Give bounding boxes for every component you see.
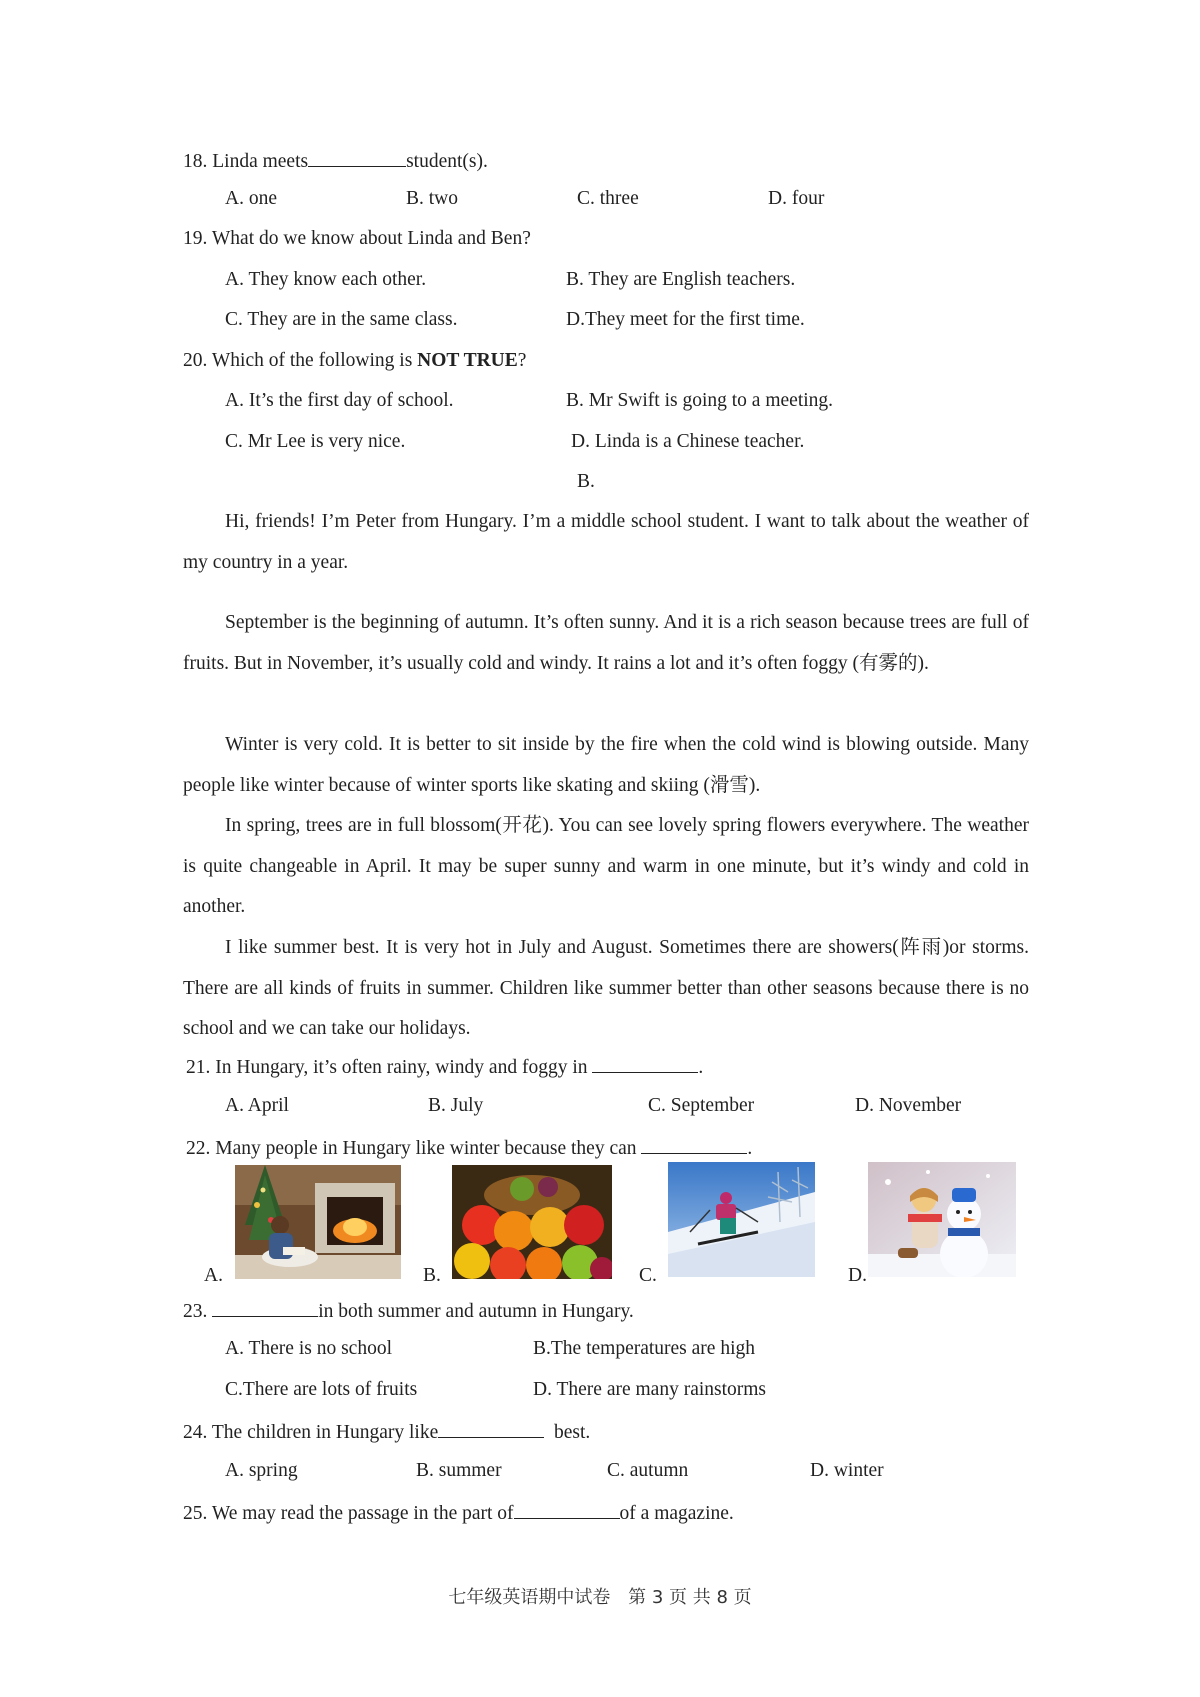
option-24-b: B. summer <box>416 1460 502 1481</box>
option-23-c: C.There are lots of fruits <box>225 1379 418 1400</box>
fruit-basket-image <box>452 1165 612 1279</box>
fireplace-reading-image <box>235 1165 401 1279</box>
option-23-a: A. There is no school <box>225 1338 392 1359</box>
option-21-c: C. September <box>648 1095 755 1116</box>
question-20 <box>183 348 526 374</box>
question-19: 19. What do we know about Linda and Ben? <box>183 228 531 249</box>
question-25-text-end: of a magazine. <box>619 1503 734 1524</box>
section-b-heading: B. <box>577 471 595 492</box>
option-22-d-label: D. <box>848 1265 867 1286</box>
question-18-text: 18. Linda meets <box>183 151 309 172</box>
option-21-d: D. November <box>855 1095 962 1116</box>
option-24-d: D. winter <box>810 1460 884 1481</box>
page-footer <box>0 1583 1200 1609</box>
option-20-c: C. Mr Lee is very nice. <box>225 431 406 452</box>
option-22-b-label: B. <box>423 1265 441 1286</box>
skiing-image <box>668 1162 815 1277</box>
question-24 <box>183 1417 590 1446</box>
question-22 <box>186 1133 752 1162</box>
passage-paragraph-3: Winter is very cold. It is better to sit inside by the fire when the cold wind is blowing outside. Many people like winter because of winter sports like skating and skiing (滑雪). <box>183 734 1029 796</box>
option-18-c: C. three <box>577 188 639 209</box>
passage-paragraph-2: September is the beginning of autumn. It’s often sunny. And it is a rich season because trees are full of fruits. But in November, it’s usually cold and windy. It rains a lot and it’s often foggy (有雾的). <box>183 612 1029 674</box>
option-19-b: B. They are English teachers. <box>566 269 796 290</box>
question-25 <box>183 1498 734 1527</box>
option-19-d: D.They meet for the first time. <box>566 309 805 330</box>
option-24-c: C. autumn <box>607 1460 689 1481</box>
option-18-a: A. one <box>225 188 277 209</box>
option-23-b: B.The temperatures are high <box>533 1338 755 1359</box>
option-22-c-label: C. <box>639 1265 657 1286</box>
question-23 <box>183 1296 634 1325</box>
snowman-image <box>868 1162 1016 1277</box>
option-20-a: A. It’s the first day of school. <box>225 390 454 411</box>
option-22-a-label: A. <box>204 1265 223 1286</box>
footer-page-number: 第 3 页 共 8 页 <box>628 1587 752 1608</box>
passage-paragraph-5: I like summer best. It is very hot in July and August. Sometimes there are showers(阵雨)or storms. There are all kinds of fruits in summer. Children like summer better than other seasons because there is no school and we can take our holidays. <box>183 937 1029 1039</box>
question-22-text-end: . <box>747 1138 753 1159</box>
option-20-d: D. Linda is a Chinese teacher. <box>571 431 805 452</box>
option-23-d: D. There are many rainstorms <box>533 1379 767 1400</box>
question-20-text: 20. Which of the following is <box>183 350 418 371</box>
question-18 <box>183 146 488 175</box>
emphasis-not-true: NOT TRUE <box>417 350 518 371</box>
option-19-a: A. They know each other. <box>225 269 427 290</box>
question-18-text-end: student(s). <box>406 151 488 172</box>
passage-paragraph-4: In spring, trees are in full blossom(开花). You can see lovely spring flowers everywhere. The weather is quite changeable in April. It may be super sunny and warm in one minute, but it’s windy and cold in another. <box>183 815 1029 917</box>
option-20-b: B. Mr Swift is going to a meeting. <box>566 390 834 411</box>
passage-paragraph-1: Hi, friends! I’m Peter from Hungary. I’m a middle school student. I want to talk about the weather of my country in a year. <box>183 511 1029 573</box>
question-23-text: in both summer and autumn in Hungary. <box>318 1301 634 1322</box>
option-18-b: B. two <box>406 188 459 209</box>
question-20-mark: ? <box>517 350 527 371</box>
option-21-a: A. April <box>225 1095 289 1116</box>
answer-blank[interactable] <box>641 1133 747 1154</box>
question-24-text: 24. The children in Hungary like <box>183 1422 439 1443</box>
question-21-text-end: . <box>698 1057 704 1078</box>
answer-blank[interactable] <box>592 1052 698 1073</box>
option-19-c: C. They are in the same class. <box>225 309 458 330</box>
question-25-text: 25. We may read the passage in the part of <box>183 1503 514 1524</box>
question-23-number: 23. <box>183 1301 213 1322</box>
answer-blank[interactable] <box>514 1498 620 1519</box>
question-24-text-end: best. <box>544 1422 591 1443</box>
question-21-text: 21. In Hungary, it’s often rainy, windy and foggy in <box>186 1057 593 1078</box>
answer-blank[interactable] <box>438 1417 544 1438</box>
option-21-b: B. July <box>428 1095 484 1116</box>
question-22-text: 22. Many people in Hungary like winter because they can <box>186 1138 642 1159</box>
question-21 <box>186 1052 703 1081</box>
answer-blank[interactable] <box>212 1296 318 1317</box>
option-18-d: D. four <box>768 188 825 209</box>
option-24-a: A. spring <box>225 1460 298 1481</box>
footer-exam-title: 七年级英语期中试卷 <box>448 1587 611 1608</box>
answer-blank[interactable] <box>308 146 406 167</box>
